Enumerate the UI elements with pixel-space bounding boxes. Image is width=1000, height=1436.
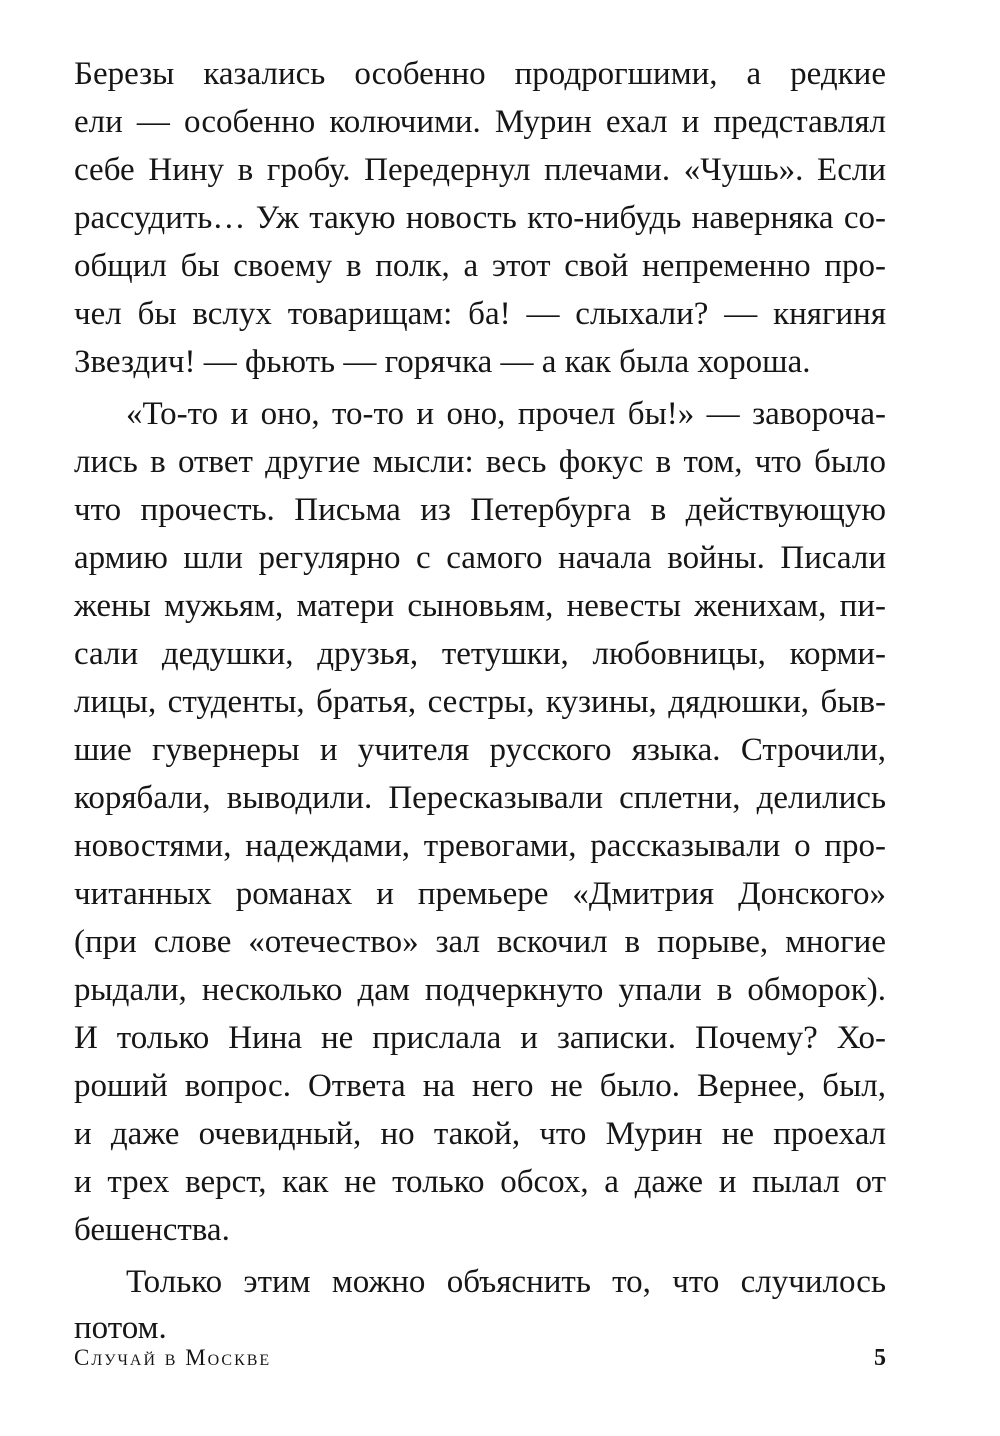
text-line: Только этим можно объяснить то, что случилось xyxy=(126,1264,886,1300)
text-line: армию шли регулярно с самого начала войны. Писали xyxy=(74,540,886,576)
text-line: И только Нина не прислала и записки. Почему? Хо- xyxy=(74,1020,886,1056)
text-line: что прочесть. Письма из Петербурга в действующую xyxy=(74,492,886,528)
text-line: роший вопрос. Ответа на него не было. Вернее, был, xyxy=(74,1068,886,1104)
text-line: общил бы своему в полк, а этот свой непременно про- xyxy=(74,248,886,284)
text-line: и трех верст, как не только обсох, а даже и пылал от xyxy=(74,1164,886,1200)
text-line: Березы казались особенно продрогшими, а редкие xyxy=(74,56,886,92)
text-line: читанных романах и премьере «Дмитрия Донского» xyxy=(74,876,886,912)
text-line: и даже очевидный, но такой, что Мурин не проехал xyxy=(74,1116,886,1152)
text-line: бешенства. xyxy=(74,1212,230,1248)
text-line: корябали, выводили. Пересказывали сплетни, делились xyxy=(74,780,886,816)
text-line: рыдали, несколько дам подчеркнуто упали в обморок). xyxy=(74,972,886,1008)
text-line: потом. xyxy=(74,1310,167,1346)
text-line: ели — особенно колючими. Мурин ехал и представлял xyxy=(74,104,886,140)
text-line: лицы, студенты, братья, сестры, кузины, дядюшки, быв- xyxy=(74,684,886,720)
text-line: сали дедушки, друзья, тетушки, любовницы, корми- xyxy=(74,636,886,672)
text-line: «То-то и оно, то-то и оно, прочел бы!» — заворочa- xyxy=(126,396,886,432)
text-line: жены мужьям, матери сыновьям, невесты женихам, пи- xyxy=(74,588,886,624)
text-line: чел бы вслух товарищам: ба! — слыхали? — княгиня xyxy=(74,296,886,332)
text-line: рассудить… Уж такую новость кто-нибудь наверняка со- xyxy=(74,200,886,236)
page-number: 5 xyxy=(874,1345,886,1371)
text-line: (при слове «отечество» зал вскочил в порыве, многие xyxy=(74,924,886,960)
text-line: шие гувернеры и учителя русского языка. Строчили, xyxy=(74,732,886,768)
running-footer-title: Случай в Москве xyxy=(74,1345,272,1370)
text-line: Звездич! — фьють — горячка — а как была хороша. xyxy=(74,344,811,380)
text-line: лись в ответ другие мысли: весь фокус в том, что было xyxy=(74,444,886,480)
text-line: себе Нину в гробу. Передернул плечами. «Чушь». Если xyxy=(74,152,886,188)
text-line: новостями, надеждами, тревогами, рассказывали о про- xyxy=(74,828,886,864)
